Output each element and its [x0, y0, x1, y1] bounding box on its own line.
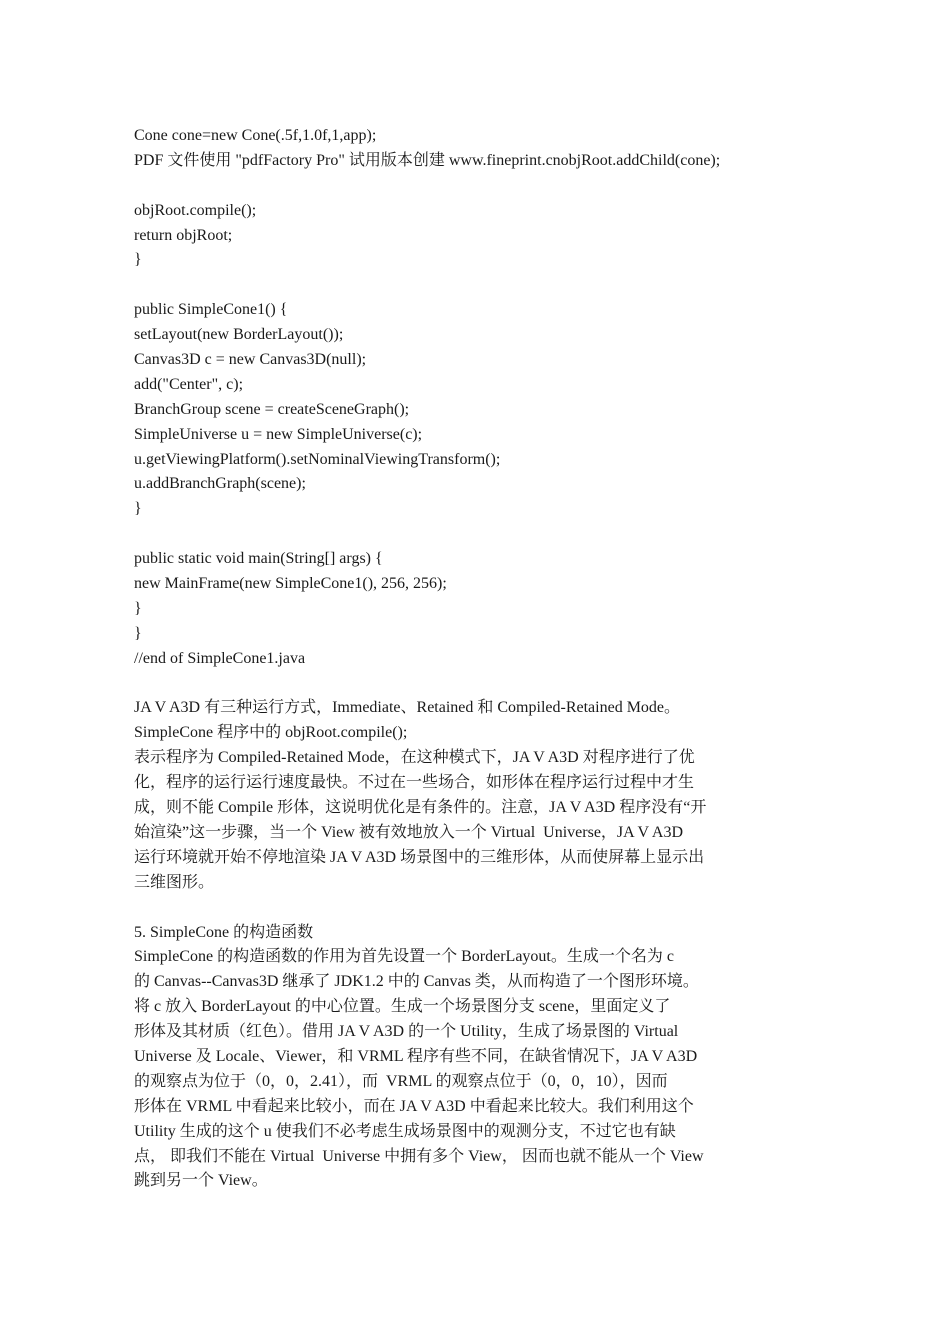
code-comment: //end of SimpleCone1.java: [134, 649, 306, 667]
document-page: [134, 124, 774, 1194]
code-line: }: [134, 624, 142, 642]
blank-line: [134, 896, 774, 921]
blank-line: [134, 522, 774, 547]
text-line: SimpleCone 程序中的 objRoot.compile();: [134, 724, 408, 742]
code-line: Canvas3D c = new Canvas3D(null);: [134, 351, 367, 369]
blank-line: [134, 672, 774, 697]
code-line: BranchGroup scene = createSceneGraph();: [134, 400, 410, 418]
code-line: SimpleUniverse u = new SimpleUniverse(c);: [134, 425, 423, 443]
code-line: }: [134, 500, 142, 518]
text-line: 的 Canvas--Canvas3D 继承了 JDK1.2 中的 Canvas 类，从而构造了一个图形环境。: [134, 973, 699, 991]
section-constructor: [134, 921, 774, 1195]
blank-line: [134, 273, 774, 298]
code-line: u.addBranchGraph(scene);: [134, 475, 306, 493]
text-line: 的观察点为位于（0，0，2.41），而 VRML 的观察点位于（0，0，10），因而: [134, 1072, 668, 1090]
text-line: 跳到另一个 View。: [134, 1172, 268, 1190]
text-line: 点， 即我们不能在 Virtual Universe 中拥有多个 View， 因而也就不能从一个 View: [134, 1147, 704, 1165]
section-heading: 5. SimpleCone 的构造函数: [134, 923, 314, 941]
text-line: 形体及其材质（红色）。借用 JA V A3D 的一个 Utility，生成了场景图的 Virtual: [134, 1023, 679, 1041]
text-line: 始渲染”这一步骤，当一个 View 被有效地放入一个 Virtual Universe，JA V A3D: [134, 823, 684, 841]
text-line: 化，程序的运行运行速度最快。不过在一些场合，如形体在程序运行过程中才生: [134, 774, 695, 792]
code-line: }: [134, 599, 142, 617]
text-line: 三维图形。: [134, 873, 215, 891]
code-line: setLayout(new BorderLayout());: [134, 326, 344, 344]
text-line: 运行环境就开始不停地渲染 JA V A3D 场景图中的三维形体，从而使屏幕上显示出: [134, 848, 705, 866]
code-block-3: [134, 298, 774, 522]
code-line: u.getViewingPlatform().setNominalViewingTransform();: [134, 450, 501, 468]
code-block-4: [134, 547, 774, 671]
text-line: Universe 及 Locale、Viewer，和 VRML 程序有些不同，在缺省情况下，JA V A3D: [134, 1047, 698, 1065]
text-line: 形体在 VRML 中看起来比较小，而在 JA V A3D 中看起来比较大。我们利用这个: [134, 1097, 694, 1115]
code-line: add("Center", c);: [134, 375, 244, 393]
text-line: JA V A3D 有三种运行方式，Immediate、Retained 和 Compiled-Retained Mode。: [134, 699, 681, 717]
paragraph-run-modes: [134, 696, 774, 895]
text-line: 成，则不能 Compile 形体，这说明优化是有条件的。注意，JA V A3D 程序没有“开: [134, 799, 707, 817]
code-line: }: [134, 251, 142, 269]
blank-line: [134, 174, 774, 199]
code-block-2: [134, 199, 774, 274]
code-line: objRoot.compile();: [134, 201, 257, 219]
text-line: Utility 生成的这个 u 使我们不必考虑生成场景图中的观测分支，不过它也有缺: [134, 1122, 676, 1140]
text-line: 将 c 放入 BorderLayout 的中心位置。生成一个场景图分支 scene，里面定义了: [134, 998, 671, 1016]
code-line: public SimpleCone1() {: [134, 301, 288, 319]
text-line: SimpleCone 的构造函数的作用为首先设置一个 BorderLayout。生成一个名为 c: [134, 948, 674, 966]
code-line: public static void main(String[] args) {: [134, 550, 383, 568]
code-line: new MainFrame(new SimpleCone1(), 256, 256);: [134, 575, 447, 593]
text-line: 表示程序为 Compiled-Retained Mode，在这种模式下，JA V A3D 对程序进行了优: [134, 749, 695, 767]
code-block-1: [134, 124, 774, 174]
code-line: PDF 文件使用 "pdfFactory Pro" 试用版本创建 www.fineprint.cnobjRoot.addChild(cone);: [134, 151, 721, 169]
code-line: Cone cone=new Cone(.5f,1.0f,1,app);: [134, 127, 377, 144]
code-line: return objRoot;: [134, 226, 233, 244]
